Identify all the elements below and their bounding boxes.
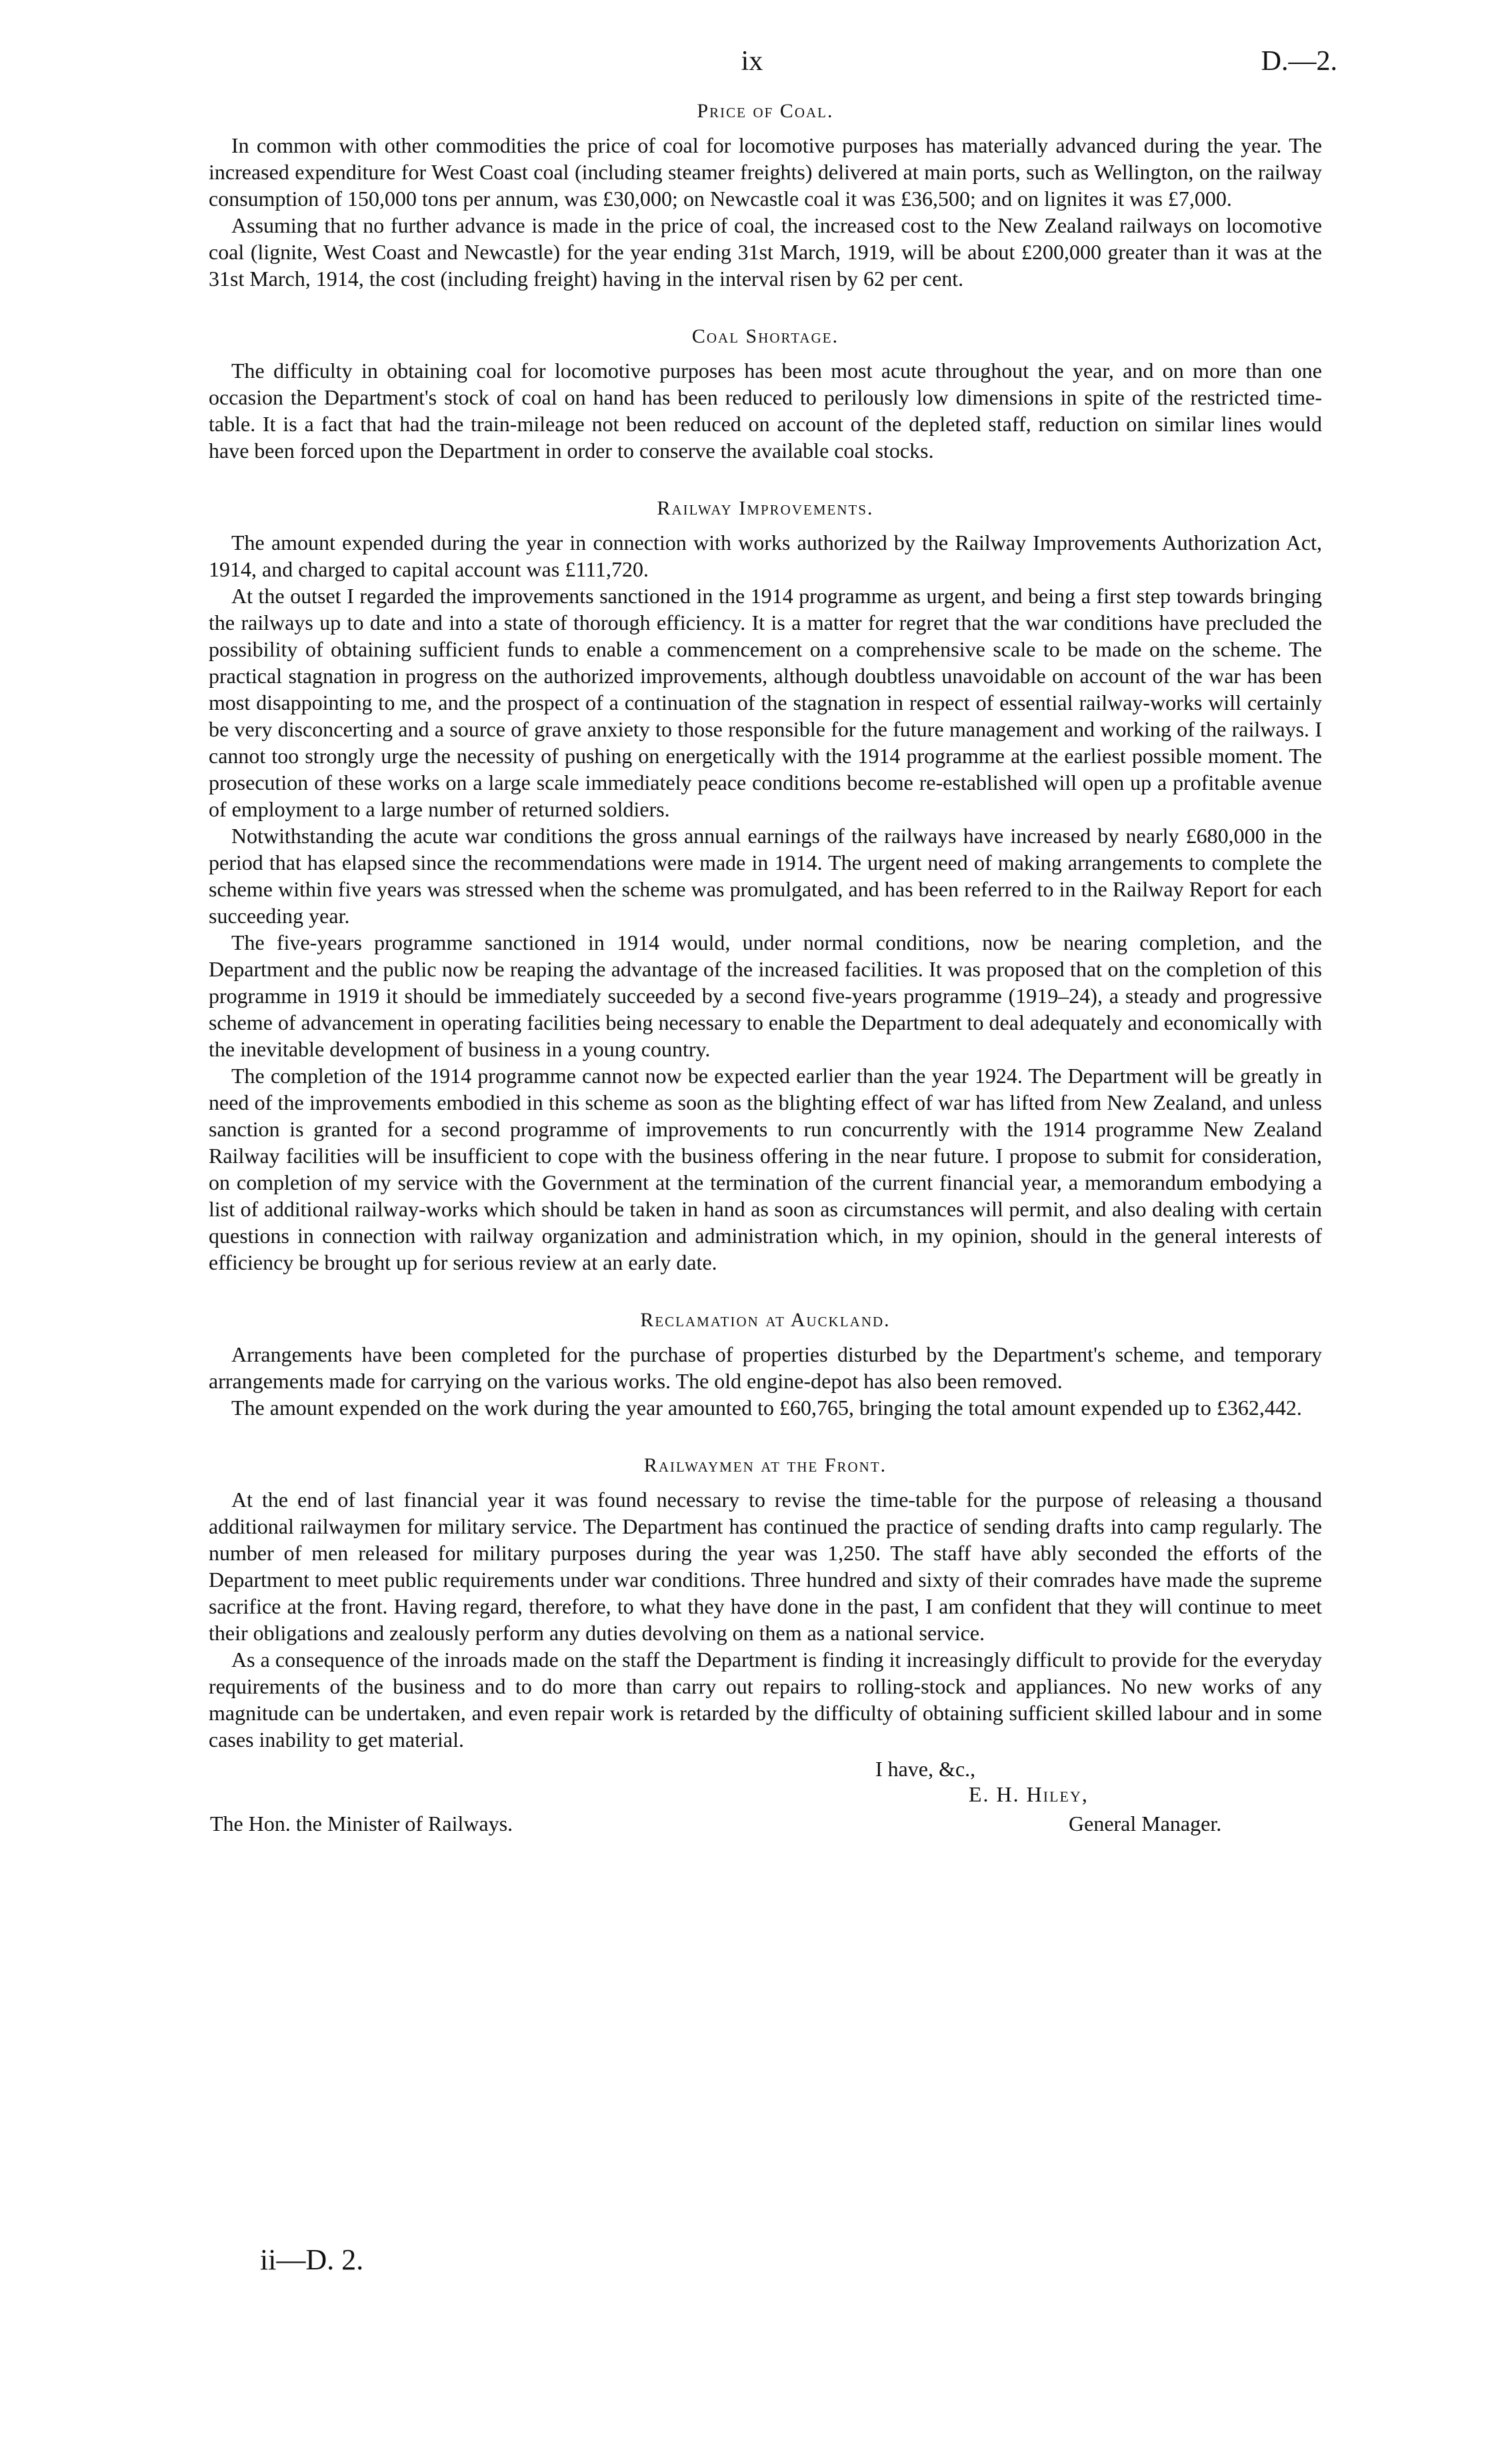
section-heading: Railwaymen at the Front. — [643, 1454, 887, 1476]
section-heading: Coal Shortage. — [691, 325, 839, 347]
section-railwaymen-at-front — [209, 1454, 1322, 1753]
section-heading: Reclamation at Auckland. — [640, 1309, 891, 1331]
paragraph: The completion of the 1914 programme cannot now be expected earlier than the year 1924. The Department will be greatly in need of the improvements embodied in this scheme as soon as the blighting effect of war has lifted from New Zealand, and unless sanction is granted for a second programme of improvements to run concurrently with the 1914 programme New Zealand Railway facilities will be insufficient to cope with the business offering in the near future. I propose to submit for consideration, on completion of my service with the Government at the termination of the current financial year, a memorandum embodying a list of additional railway-works which should be taken in hand as soon as circumstances will permit, and also dealing with certain questions in connection with railway organization and administration which, in my opinion, should in the general interests of efficiency be brought up for serious review at an early date. — [209, 1064, 1322, 1274]
closing-salutation: I have, &c., — [875, 1757, 976, 1781]
signer-title: General Manager. — [1069, 1812, 1222, 1836]
report-body — [209, 100, 1322, 1849]
paragraph: At the outset I regarded the improvements sanctioned in the 1914 programme as urgent, and being a first step towards bringing the railways up to date and into a state of thorough efficiency. It is a matter for regret that the war conditions have precluded the possibility of obtaining sufficient funds to enable a commencement on a comprehensive scale to be made on the scheme. The practical stagnation in progress on the authorized improvements, although doubtless unavoidable on account of the war has been most disappointing to me, and the prospect of a continuation of the stagnation in respect of essential railway-works will certainly be very disconcerting and a source of grave anxiety to those responsible for the future management and working of the railways. I cannot too strongly urge the necessity of pushing on energetically with the 1914 programme at the earliest possible moment. The prosecution of these works on a large scale immediately peace conditions become re-established will open up a profitable avenue of employment to a large number of returned soldiers. — [209, 584, 1322, 821]
sheet-mark: ii—D. 2. — [260, 2243, 364, 2276]
signature-block — [209, 1756, 1322, 1849]
paragraph: Assuming that no further advance is made in the price of coal, the increased cost to the New Zealand railways on locomotive coal (lignite, West Coast and Newcastle) for the year ending 31st March, 1919, will be about £200,000 greater than it was at the 31st March, 1914, the cost (including freight) having in the interval risen by 62 per cent. — [209, 213, 1322, 291]
paragraph: The amount expended during the year in connection with works authorized by the Railway Improvements Authorization Act, 1914, and charged to capital account was £111,720. — [209, 531, 1322, 581]
paragraph: The amount expended on the work during the year amounted to £60,765, bringing the total amount expended up to £362,442. — [231, 1396, 1302, 1420]
section-heading: Railway Improvements. — [657, 497, 874, 519]
paragraph: Notwithstanding the acute war conditions the gross annual earnings of the railways have increased by nearly £680,000 in the period that has elapsed since the recommendations were made in 1914. The urgent need of making arrangements to complete the scheme within five years was stressed when the scheme was promulgated, and has been referred to in the Railway Report for each succeeding year. — [209, 824, 1322, 928]
section-coal-shortage — [209, 325, 1322, 464]
paragraph: The five-years programme sanctioned in 1914 would, under normal conditions, now be nearing completion, and the Department and the public now be reaping the advantage of the increased facilities. It was proposed that on the completion of this programme in 1919 it should be immediately succeeded by a second five-years programme (1919–24), a steady and progressive scheme of advancement in operating facilities being necessary to enable the Department to deal adequately and economically with the inevitable development of business in a young country. — [209, 930, 1322, 1061]
section-reclamation-auckland — [209, 1309, 1322, 1421]
addressee: The Hon. the Minister of Railways. — [210, 1812, 513, 1836]
section-railway-improvements — [209, 497, 1322, 1276]
page-number: ix — [741, 46, 763, 77]
section-price-of-coal — [209, 100, 1322, 292]
paragraph: The difficulty in obtaining coal for locomotive purposes has been most acute throughout the year, and on more than one occasion the Department's stock of coal on hand has been reduced to perilously low dimensions in spite of the restricted time-table. It is a fact that had the train-mileage not been reduced on account of the depleted staff, reduction on similar lines would have been forced upon the Department in order to conserve the available coal stocks. — [209, 359, 1322, 463]
paragraph: In common with other commodities the price of coal for locomotive purposes has materially advanced during the year. The increased expenditure for West Coast coal (including steamer freights) delivered at main ports, such as Wellington, on the railway consumption of 150,000 tons per annum, was £30,000; on Newcastle coal it was £36,500; and on lignites it was £7,000. — [209, 133, 1322, 211]
signer-name: E. H. Hiley, — [969, 1782, 1089, 1806]
paragraph: As a consequence of the inroads made on the staff the Department is finding it increasingly difficult to provide for the everyday requirements of the business and to do more than carry out repairs to rolling-stock and appliances. No new works of any magnitude can be undertaken, and even repair work is retarded by the difficulty of obtaining sufficient skilled labour and in some cases inability to get material. — [209, 1648, 1322, 1752]
paragraph: At the end of last financial year it was found necessary to revise the time-table for the purpose of releasing a thousand additional railwaymen for military service. The Department has continued the practice of sending drafts into camp regularly. The number of men released for military purposes during the year was 1,250. The staff have ably seconded the efforts of the Department to meet public requirements under war conditions. Three hundred and sixty of their comrades have made the supreme sacrifice at the front. Having regard, therefore, to what they have done in the past, I am confident that they will continue to meet their obligations and zealously perform any duties devolving on them as a national service. — [209, 1488, 1322, 1645]
document-code: D.—2. — [1261, 46, 1337, 77]
paragraph: Arrangements have been completed for the purchase of properties disturbed by the Department's scheme, and temporary arrangements made for carrying on the various works. The old engine-depot has also been removed. — [209, 1342, 1322, 1393]
section-heading: Price of Coal. — [697, 100, 834, 122]
